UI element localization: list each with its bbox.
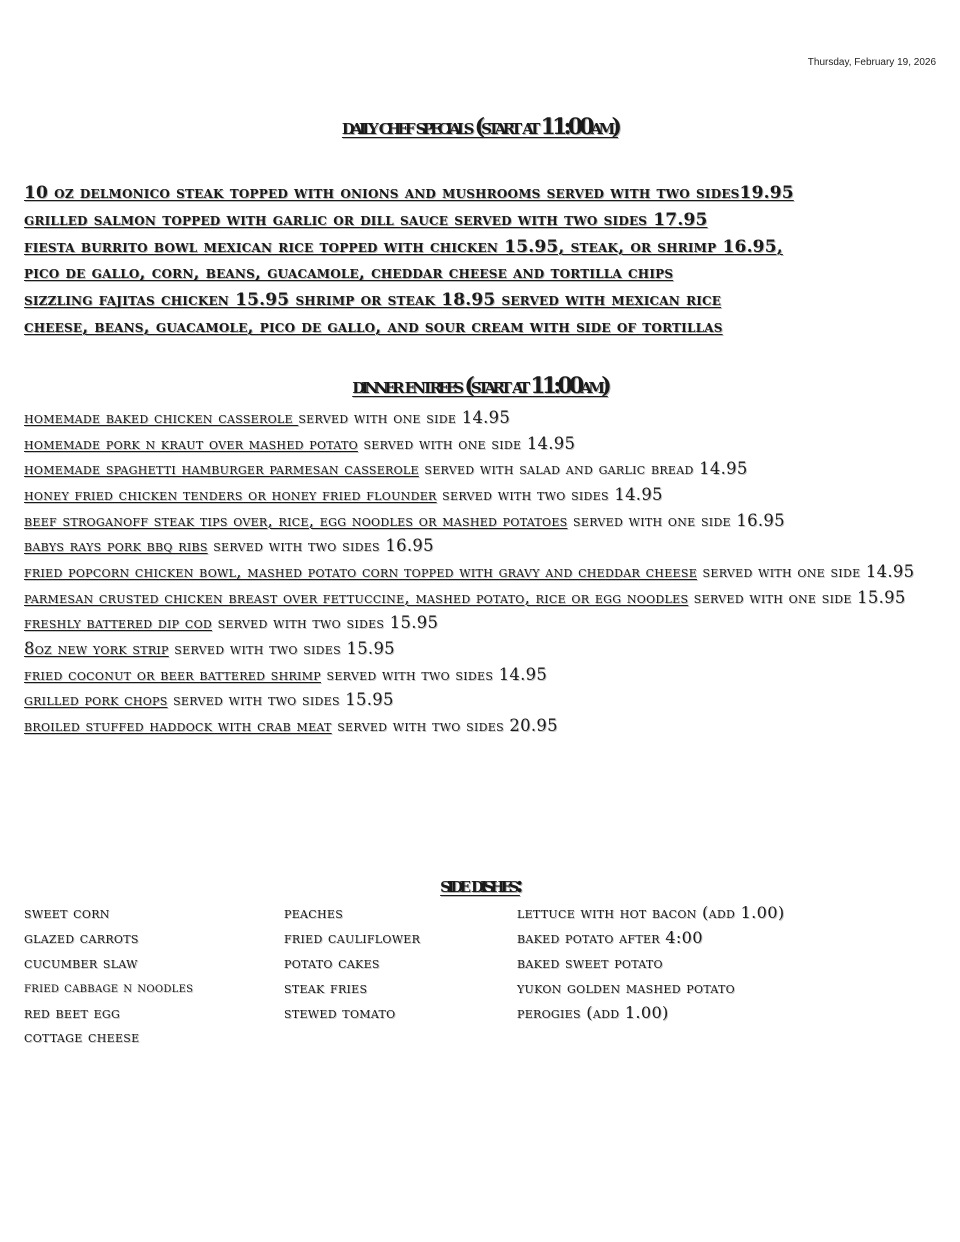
entree-item — [24, 482, 939, 508]
side-item: glazed carrots — [24, 927, 139, 947]
side-item: fried cabbage n noodles — [24, 978, 194, 996]
entree-name: homemade baked chicken casserole — [24, 408, 299, 427]
entree-item — [24, 431, 939, 457]
sides-column-2 — [284, 901, 420, 1025]
side-item: cottage cheese — [24, 1027, 140, 1047]
side-item: fried cauliflower — [284, 927, 421, 947]
entree-detail: served with two sides 14.95 — [320, 664, 548, 684]
side-item: yukon golden mashed potato — [517, 977, 735, 997]
side-item: cucumber slaw — [24, 952, 138, 972]
side-item: potato cakes — [284, 952, 380, 972]
entree-detail: served with two sides 20.95 — [331, 715, 558, 735]
side-item: peaches — [284, 903, 344, 922]
entree-item — [24, 405, 939, 431]
entree-detail: served with two sides 15.95 — [168, 638, 395, 658]
sides-heading: side dishes: — [440, 872, 520, 898]
entree-name: fried coconut or beer battered shrimp — [24, 664, 321, 684]
entree-detail: served with one side 14.95 — [298, 408, 511, 427]
entree-item — [24, 662, 939, 688]
side-item: sweet corn — [24, 903, 110, 922]
entree-item — [24, 559, 939, 585]
sides-column-1 — [24, 901, 193, 1050]
entree-name: 8oz new york strip — [24, 638, 169, 658]
entree-detail: served with salad and garlic bread 14.95 — [418, 459, 748, 479]
entree-name: parmesan crusted chicken breast over fettuccine, mashed potato, rice or egg noodles — [24, 587, 689, 607]
entree-name: freshly battered dip cod — [24, 613, 213, 633]
page-date: Thursday, February 19, 2026 — [807, 57, 936, 68]
side-item: stewed tomato — [284, 1002, 396, 1022]
entree-item — [24, 687, 939, 713]
entree-detail: served with two sides 14.95 — [436, 484, 663, 504]
entree-detail: served with two sides 15.95 — [167, 690, 394, 710]
specials-heading: daily chef specials (start at 11:00am) — [341, 114, 619, 140]
entree-item — [24, 456, 939, 482]
specials-list — [24, 180, 939, 341]
entree-name: grilled pork chops — [24, 690, 168, 710]
entree-detail: served with two sides 16.95 — [207, 536, 434, 556]
special-line: pico de gallo, corn, beans, guacamole, cheddar cheese and tortilla chips — [24, 263, 674, 284]
entrees-heading: dinner entrees (start at 11:00am) — [352, 373, 608, 399]
special-line: grilled salmon topped with garlic or dill sauce served with two sides 17.95 — [24, 209, 708, 230]
special-line: sizzling fajitas chicken 15.95 shrimp or steak 18.95 served with mexican rice — [24, 290, 722, 311]
side-item: baked potato after 4:00 — [517, 927, 703, 947]
side-item: steak fries — [284, 977, 368, 997]
side-item: red beet egg — [24, 1002, 121, 1022]
special-line: fiesta burrito bowl mexican rice topped with chicken 15.95, steak, or shrimp 16.95, — [24, 236, 783, 257]
entree-detail: served with one side 14.95 — [357, 433, 576, 453]
entrees-list — [24, 405, 939, 739]
side-item: perogies (add 1.00) — [517, 1002, 669, 1022]
entree-name: honey fried chicken tenders or honey fried flounder — [24, 484, 437, 504]
entree-name: babys rays pork bbq ribs — [24, 536, 208, 556]
side-item: lettuce with hot bacon (add 1.00) — [517, 903, 785, 922]
entree-detail: served with one side 14.95 — [697, 561, 915, 581]
entree-name: homemade spaghetti hamburger parmesan casserole — [24, 459, 419, 479]
entree-detail: served with one side 15.95 — [688, 587, 906, 607]
special-line: cheese, beans, guacamole, pico de gallo, and sour cream with side of tortillas — [24, 316, 723, 337]
entree-item — [24, 508, 939, 534]
entree-detail: served with two sides 15.95 — [212, 613, 439, 633]
entree-item — [24, 713, 939, 739]
entree-detail: served with one side 16.95 — [567, 510, 785, 530]
entree-name: fried popcorn chicken bowl, mashed potato corn topped with gravy and cheddar cheese — [24, 561, 698, 581]
entree-name: homemade pork n kraut over mashed potato — [24, 433, 358, 453]
sides-column-3 — [517, 901, 784, 1025]
entree-name: beef stroganoff steak tips over, rice, egg noodles or mashed potatoes — [24, 510, 568, 530]
entree-item — [24, 636, 939, 662]
side-item: baked sweet potato — [517, 952, 663, 972]
special-line: 10 oz delmonico steak topped with onions and mushrooms served with two sides19.95 — [24, 183, 794, 203]
entree-item — [24, 610, 939, 636]
entree-item — [24, 533, 939, 559]
entree-item — [24, 585, 939, 611]
entree-name: broiled stuffed haddock with crab meat — [24, 715, 332, 735]
